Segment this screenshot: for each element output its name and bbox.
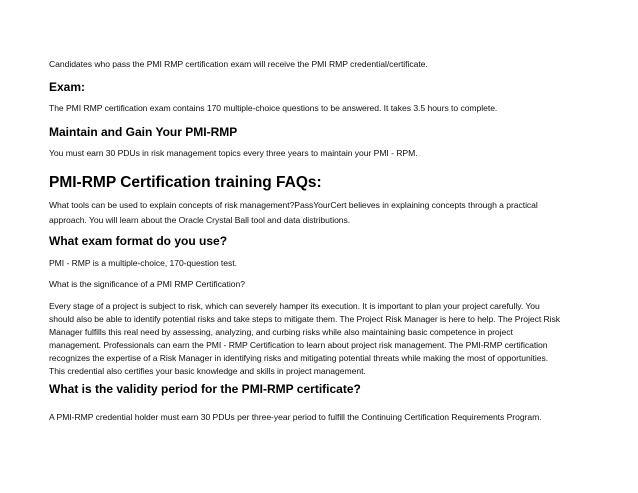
significance-line: Manager fulfills this real need by assessing, analyzing, and curbing risks while also maintaining basic competence in project xyxy=(49,327,513,337)
validity-heading: What is the validity period for the PMI-RMP certificate? xyxy=(49,382,361,396)
significance-line: should also be able to identify potential risks and take steps to mitigate them. The Project Risk Manager is here to help. The Project Risk xyxy=(49,314,561,324)
format-heading: What exam format do you use? xyxy=(49,234,228,248)
significance-line: This credential also certifies your basic knowledge and skills in project management. xyxy=(49,366,366,376)
faq-tools-line-1: What tools can be used to explain concepts of risk management?PassYourCert believes in explaining concepts through a practical xyxy=(49,200,538,210)
faq-tools-line-2: approach. You will learn about the Oracle Crystal Ball tool and data distributions. xyxy=(49,215,351,225)
significance-line: management. Professionals can earn the PMI - RMP Certification to learn about project risk management. The PMI-RMP certification xyxy=(49,340,548,350)
exam-paragraph: The PMI RMP certification exam contains 170 multiple-choice questions to be answered. It takes 3.5 hours to complete. xyxy=(49,103,498,113)
exam-heading: Exam: xyxy=(49,80,86,94)
validity-paragraph: A PMI-RMP credential holder must earn 30 PDUs per three-year period to fulfill the Continuing Certification Requirements Program. xyxy=(49,412,542,422)
significance-question: What is the significance of a PMI RMP Certification? xyxy=(49,279,245,289)
format-paragraph: PMI - RMP is a multiple-choice, 170-question test. xyxy=(49,258,237,268)
faq-heading: PMI-RMP Certification training FAQs: xyxy=(49,174,322,191)
significance-line: Every stage of a project is subject to risk, which can severely hamper its execution. It is important to plan your project carefully. You xyxy=(49,301,540,311)
maintain-heading: Maintain and Gain Your PMI-RMP xyxy=(49,125,238,139)
intro-paragraph: Candidates who pass the PMI RMP certification exam will receive the PMI RMP credential/certificate. xyxy=(49,59,428,69)
significance-line: recognizes the expertise of a Risk Manager in identifying risks and mitigating potential threats while making the most of opportunities. xyxy=(49,353,549,363)
maintain-paragraph: You must earn 30 PDUs in risk management topics every three years to maintain your PMI - RPM. xyxy=(49,148,418,158)
